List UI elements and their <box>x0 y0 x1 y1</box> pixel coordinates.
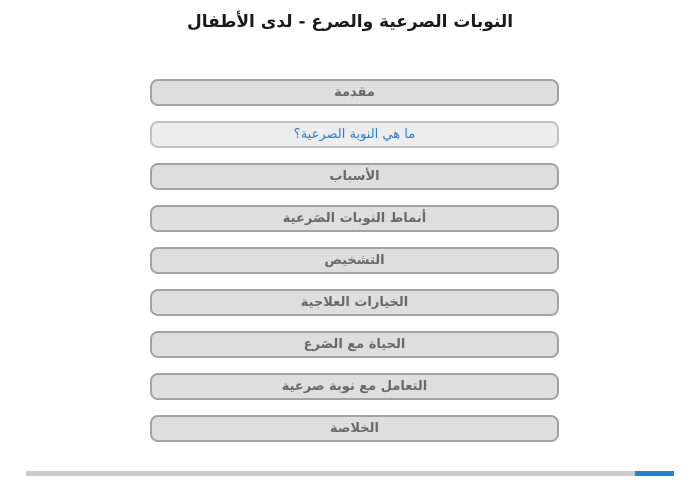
menu-item-summary[interactable]: الخلاصة <box>150 415 559 442</box>
page-title: النوبات الصرعية والصرع - لدى الأطفال <box>186 12 514 32</box>
progress-bar-fill <box>635 471 674 476</box>
menu-item-diagnosis[interactable]: التشخيص <box>150 247 559 274</box>
chapter-menu <box>150 79 560 457</box>
menu-item-handling-seizure[interactable]: التعامل مع نوبة صرعية <box>150 373 559 400</box>
progress-bar <box>26 471 674 476</box>
menu-item-causes[interactable]: الأسباب <box>150 163 559 190</box>
menu-item-introduction[interactable]: مقدمة <box>150 79 559 106</box>
menu-item-seizure-types[interactable]: أنماط النوبات الصَرعية <box>150 205 559 232</box>
menu-item-what-is-seizure[interactable]: ما هي النوبة الصرعية؟ <box>150 121 559 148</box>
menu-item-treatment-options[interactable]: الخيارات العلاجية <box>150 289 559 316</box>
menu-item-living-with-epilepsy[interactable]: الحياة مع الصَرع <box>150 331 559 358</box>
